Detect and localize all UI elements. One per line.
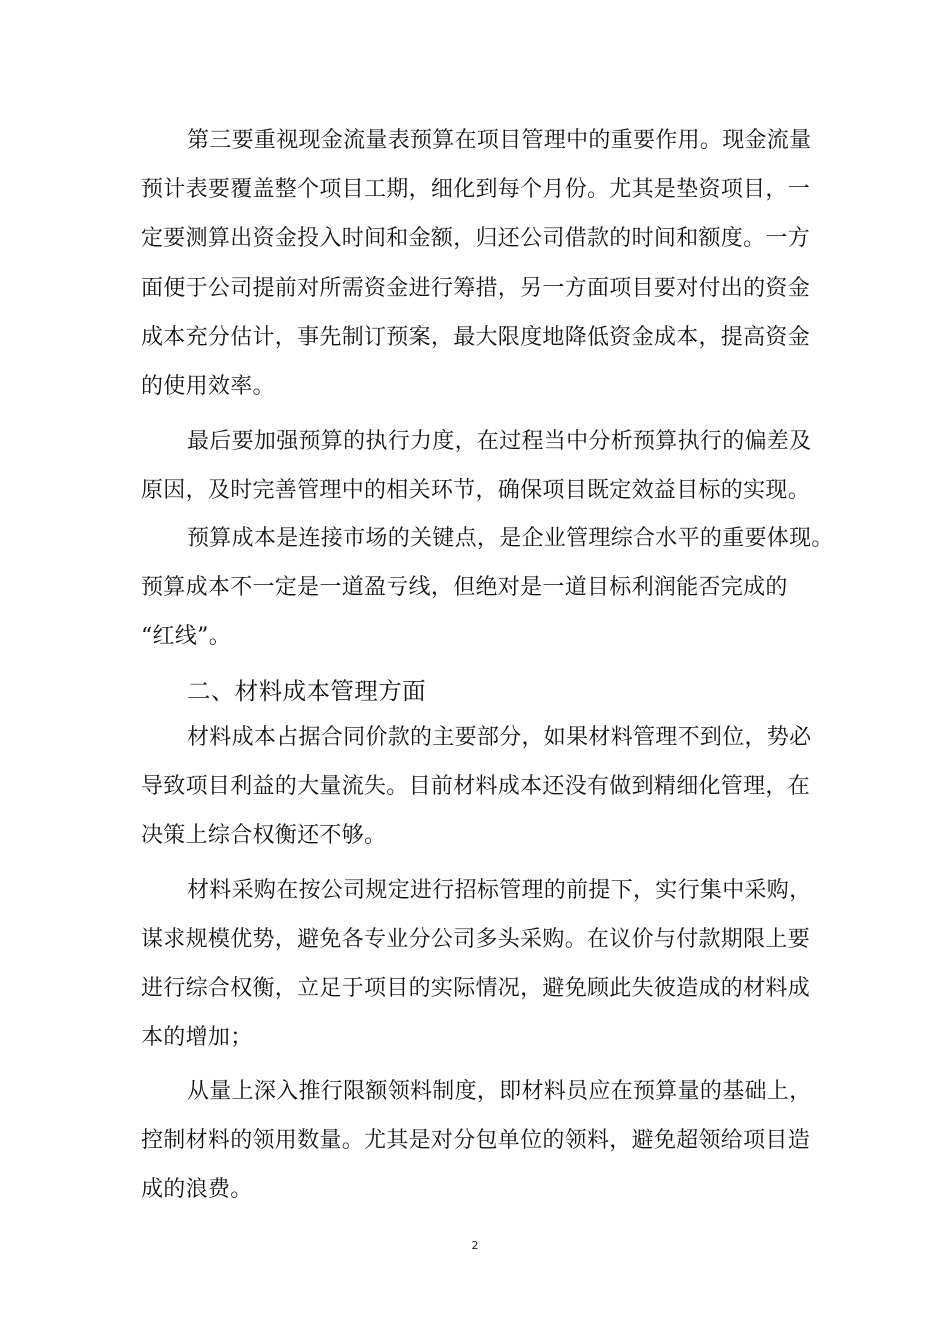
paragraph-3-line-2: 预算成本不一定是一道盈亏线，但绝对是一道目标利润能否完成的 (141, 575, 788, 600)
section-paragraph-2-line-3: 进行综合权衡，立足于项目的实际情况，避免顾此失彼造成的材料成 (141, 976, 811, 1001)
paragraph-3-line-3: “红线”。 (141, 624, 231, 649)
section-paragraph-2-line-1: 材料采购在按公司规定进行招标管理的前提下，实行集中采购， (187, 878, 812, 903)
section-paragraph-3-line-2: 控制材料的领用数量。尤其是对分包单位的领料，避免超领给项目造 (141, 1128, 811, 1153)
section-paragraph-3-line-3: 成的浪费。 (141, 1177, 253, 1202)
paragraph-2-line-1: 最后要加强预算的执行力度，在过程当中分析预算执行的偏差及 (187, 429, 812, 454)
section-paragraph-3-line-1: 从量上深入推行限额领料制度，即材料员应在预算量的基础上， (187, 1079, 812, 1104)
section-paragraph-1-line-2: 导致项目利益的大量流失。目前材料成本还没有做到精细化管理，在 (141, 774, 811, 799)
section-paragraph-1-line-1: 材料成本占据合同价款的主要部分，如果材料管理不到位，势必 (187, 725, 812, 750)
paragraph-1-line-1: 第三要重视现金流量表预算在项目管理中的重要作用。现金流量 (187, 128, 812, 153)
paragraph-1-line-5: 成本充分估计，事先制订预案，最大限度地降低资金成本，提高资金 (141, 325, 811, 350)
section-paragraph-2-line-2: 谋求规模优势，避免各专业分公司多头采购。在议价与付款期限上要 (141, 927, 811, 952)
paragraph-3-line-1: 预算成本是连接市场的关键点，是企业管理综合水平的重要体现。 (187, 526, 834, 551)
paragraph-1-line-6: 的使用效率。 (141, 374, 275, 399)
paragraph-1-line-4: 面便于公司提前对所需资金进行筹措，另一方面项目要对付出的资金 (141, 276, 811, 301)
section-heading: 二、材料成本管理方面 (187, 677, 426, 705)
section-paragraph-2-line-4: 本的增加； (141, 1025, 253, 1050)
paragraph-1-line-3: 定要测算出资金投入时间和金额，归还公司借款的时间和额度。一方 (141, 226, 811, 251)
paragraph-2-line-2: 原因，及时完善管理中的相关环节，确保项目既定效益目标的实现。 (141, 478, 811, 503)
paragraph-1-line-2: 预计表要覆盖整个项目工期，细化到每个月份。尤其是垫资项目，一 (141, 177, 811, 202)
page-number: 2 (471, 1239, 479, 1252)
section-paragraph-1-line-3: 决策上综合权衡还不够。 (141, 823, 387, 848)
